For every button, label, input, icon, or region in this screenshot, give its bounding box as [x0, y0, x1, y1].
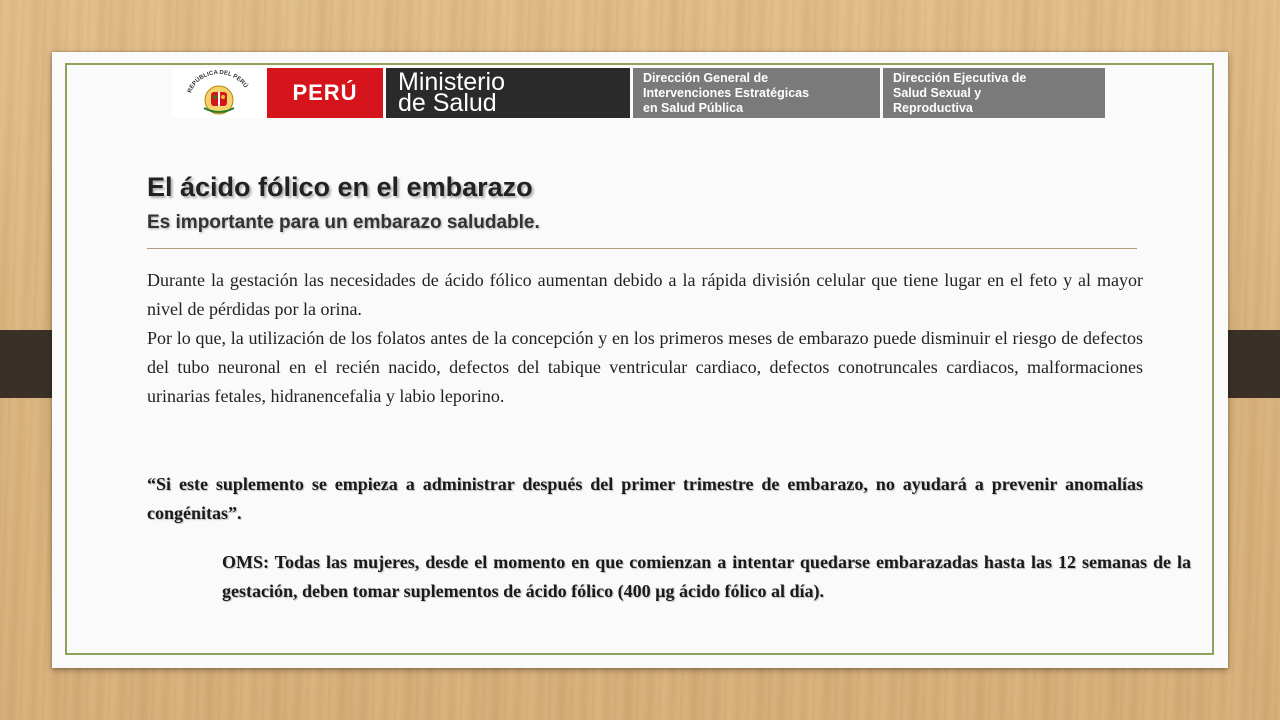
highlight-quote: “Si este suplemento se empieza a administrar después del primer trimestre de embarazo, no ayudará a prevenir anomalías congénitas”.: [147, 474, 1143, 523]
direccion-general-block: [633, 68, 880, 118]
dir1-line2: Intervenciones Estratégicas: [643, 85, 810, 100]
peru-brand-label: PERÚ: [267, 68, 383, 118]
dir1-line3: en Salud Pública: [643, 100, 744, 115]
dir2-line3: Reproductiva: [893, 100, 973, 115]
dir1-line1: Dirección General de: [643, 70, 769, 85]
paragraph-2: Por lo que, la utilización de los folatos antes de la concepción y en los primeros meses de embarazo puede disminuir el riesgo de defectos del tubo neuronal en el recién nacido, defectos del tabique ventricular cardiaco, defectos conotruncales cardiacos, malformaciones urinarias fetales, hidranencefalia y labio leporino.: [147, 328, 1143, 406]
direccion-ejecutiva-block: [883, 68, 1105, 118]
peru-coat-of-arms-logo: [172, 68, 267, 118]
slide-paper: [52, 52, 1228, 668]
ministerio-de-salud-logo: [386, 68, 630, 118]
header-logo-banner: [172, 68, 1105, 118]
ministerio-line1: Ministerio: [398, 68, 505, 96]
svg-text:REPÚBLICA DEL PERÚ: REPÚBLICA DEL PERÚ: [187, 70, 249, 94]
slide-subtitle: Es importante para un embarazo saludable.: [147, 212, 540, 233]
ministerio-line2: de Salud: [398, 89, 497, 117]
paragraph-1: Durante la gestación las necesidades de ácido fólico aumentan debido a la rápida división celular que tiene lugar en el feto y al mayor nivel de pérdidas por la orina.: [147, 270, 1143, 319]
body-text: [147, 266, 1143, 411]
dir2-line2: Salud Sexual y: [893, 85, 982, 100]
oms-recommendation: OMS: Todas las mujeres, desde el momento en que comienzan a intentar quedarse embarazadas hasta las 12 semanas de la gestación, deben tomar suplementos de ácido fólico (400 µg ácido fólico al día).: [222, 552, 1191, 601]
slide-title: El ácido fólico en el embarazo: [147, 172, 533, 202]
dir2-line1: Dirección Ejecutiva de: [893, 70, 1027, 85]
title-divider: [147, 248, 1137, 249]
